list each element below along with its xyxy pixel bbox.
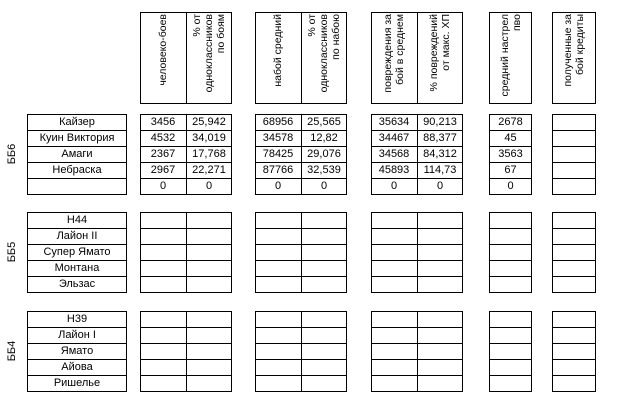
column-header-text: % от одноклассников по боям: [191, 14, 227, 93]
table-cell[interactable]: [417, 260, 463, 276]
table-cell[interactable]: [371, 228, 417, 244]
table-cell[interactable]: [186, 327, 232, 343]
table-cell[interactable]: [301, 359, 347, 375]
group-label-text: ББ5: [6, 241, 18, 263]
table-cell[interactable]: [255, 212, 301, 228]
table-cell[interactable]: [186, 260, 232, 276]
column-header-text: человеко-боев: [157, 14, 169, 86]
group-label: [4, 331, 20, 371]
table-cell[interactable]: [371, 359, 417, 375]
table-cell[interactable]: [552, 359, 596, 375]
table-cell[interactable]: [489, 260, 532, 276]
table-cell[interactable]: 0: [205, 180, 213, 192]
table-cell[interactable]: [371, 311, 417, 327]
table-cell[interactable]: 0: [320, 180, 328, 192]
table-cell[interactable]: [552, 311, 596, 327]
table-cell[interactable]: 34578: [262, 132, 294, 144]
table-cell[interactable]: 0: [436, 180, 444, 192]
table-cell[interactable]: [489, 212, 532, 228]
table-cell[interactable]: 22,271: [192, 164, 226, 176]
column-header-text: набой средний: [272, 14, 284, 87]
table-cell[interactable]: 12,82: [310, 132, 338, 144]
table-cell[interactable]: 34,019: [192, 132, 226, 144]
table-cell[interactable]: 29,076: [307, 148, 341, 160]
table-cell[interactable]: [417, 343, 463, 359]
ship-name[interactable]: Н39: [66, 313, 88, 325]
table-cell[interactable]: [301, 343, 347, 359]
ship-name[interactable]: Супер Ямато: [43, 246, 111, 258]
ship-name[interactable]: Айова: [61, 361, 93, 373]
table-cell[interactable]: 25,565: [307, 116, 341, 128]
table-cell[interactable]: [489, 244, 532, 260]
table-cell[interactable]: [301, 311, 347, 327]
ship-name[interactable]: Лайон I: [58, 329, 96, 341]
table-cell[interactable]: [301, 375, 347, 391]
table-cell[interactable]: [186, 244, 232, 260]
table-cell[interactable]: 25,942: [192, 116, 226, 128]
table-cell[interactable]: [255, 260, 301, 276]
table-cell[interactable]: [186, 375, 232, 391]
table-cell[interactable]: 45: [504, 132, 517, 144]
table-cell[interactable]: [255, 327, 301, 343]
table-cell[interactable]: [186, 311, 232, 327]
table-cell[interactable]: 0: [159, 180, 167, 192]
table-cell[interactable]: [255, 343, 301, 359]
group-label-text: ББ4: [6, 340, 18, 362]
table-cell[interactable]: [552, 130, 596, 146]
table-cell[interactable]: [140, 212, 186, 228]
table-cell[interactable]: [417, 276, 463, 292]
table-cell[interactable]: [417, 327, 463, 343]
table-cell[interactable]: [371, 276, 417, 292]
column-header-text: повреждения за бой в среднем: [382, 14, 406, 93]
ship-name[interactable]: [27, 178, 127, 194]
table-cell[interactable]: 78425: [262, 148, 294, 160]
table-cell[interactable]: [140, 327, 186, 343]
table-cell[interactable]: 35634: [378, 116, 410, 128]
column-header: [301, 12, 347, 104]
table-cell[interactable]: [371, 327, 417, 343]
group-label: [4, 232, 20, 272]
table-cell[interactable]: [255, 276, 301, 292]
table-cell[interactable]: [140, 359, 186, 375]
table-cell[interactable]: 68956: [262, 116, 294, 128]
table-cell[interactable]: [140, 244, 186, 260]
ship-name[interactable]: Ямато: [60, 345, 94, 357]
table-cell[interactable]: [140, 311, 186, 327]
table-cell[interactable]: 3456: [150, 116, 176, 128]
table-cell[interactable]: [417, 359, 463, 375]
column-header-text: % повреждений от макс. ХП: [428, 14, 452, 92]
table-cell[interactable]: [417, 244, 463, 260]
table-cell[interactable]: [140, 276, 186, 292]
table-cell[interactable]: [140, 260, 186, 276]
ship-name[interactable]: Небраска: [52, 164, 102, 176]
column-header: [186, 12, 232, 104]
table-cell[interactable]: [552, 327, 596, 343]
table-cell[interactable]: [255, 311, 301, 327]
table-cell[interactable]: [552, 244, 596, 260]
table-cell[interactable]: [140, 375, 186, 391]
table-cell[interactable]: 90,213: [423, 116, 457, 128]
table-cell[interactable]: 34568: [378, 148, 410, 160]
table-cell[interactable]: [301, 327, 347, 343]
table-cell[interactable]: [489, 311, 532, 327]
table-cell[interactable]: [417, 311, 463, 327]
table-cell[interactable]: [371, 244, 417, 260]
table-cell[interactable]: [140, 228, 186, 244]
table-cell[interactable]: 17,768: [192, 148, 226, 160]
table-cell[interactable]: 2367: [150, 148, 176, 160]
table-cell[interactable]: [371, 260, 417, 276]
table-cell[interactable]: [552, 212, 596, 228]
table-cell[interactable]: [140, 343, 186, 359]
table-cell[interactable]: [552, 114, 596, 130]
ship-name[interactable]: Эльзас: [58, 278, 96, 290]
table-cell[interactable]: [255, 228, 301, 244]
table-cell[interactable]: [552, 260, 596, 276]
table-cell[interactable]: 87766: [262, 164, 294, 176]
ship-name[interactable]: Лайон II: [56, 230, 98, 242]
ship-name[interactable]: Монтана: [54, 262, 100, 274]
table-cell[interactable]: [552, 375, 596, 391]
ship-name[interactable]: Амаги: [61, 148, 93, 160]
table-cell[interactable]: [489, 343, 532, 359]
column-header: [371, 12, 417, 104]
table-cell[interactable]: [186, 343, 232, 359]
table-cell[interactable]: [301, 276, 347, 292]
table-cell[interactable]: [301, 260, 347, 276]
column-header: [255, 12, 301, 104]
table-cell[interactable]: 84,312: [423, 148, 457, 160]
table-cell[interactable]: [552, 162, 596, 178]
table-cell[interactable]: [417, 375, 463, 391]
table-cell[interactable]: 34467: [378, 132, 410, 144]
table-cell[interactable]: 114,73: [423, 164, 457, 176]
column-header: [489, 12, 532, 104]
table-cell[interactable]: [417, 212, 463, 228]
table-cell[interactable]: 32,539: [307, 164, 341, 176]
table-cell[interactable]: [371, 212, 417, 228]
table-cell[interactable]: [552, 343, 596, 359]
table-cell[interactable]: [186, 276, 232, 292]
column-header: [140, 12, 186, 104]
table-cell[interactable]: [417, 228, 463, 244]
table-cell[interactable]: [371, 375, 417, 391]
table-cell[interactable]: 4532: [150, 132, 176, 144]
table-cell[interactable]: [489, 327, 532, 343]
column-header-text: полученные за бой кредиты: [562, 14, 586, 87]
ship-name[interactable]: Ришелье: [53, 377, 101, 389]
table-cell[interactable]: [255, 359, 301, 375]
table-cell[interactable]: 0: [390, 180, 398, 192]
table-cell[interactable]: 0: [274, 180, 282, 192]
table-cell[interactable]: 88,377: [423, 132, 457, 144]
column-header: [417, 12, 463, 104]
column-header-text: средний настрел пво: [498, 14, 523, 97]
column-header: [552, 12, 596, 104]
group-label: [4, 134, 20, 174]
table-cell[interactable]: [371, 343, 417, 359]
ship-name[interactable]: Куин Виктория: [39, 132, 115, 144]
table-cell[interactable]: [552, 178, 596, 194]
table-cell[interactable]: 0: [507, 180, 514, 192]
table-cell[interactable]: [301, 228, 347, 244]
table-cell[interactable]: [186, 359, 232, 375]
table-cell[interactable]: 3563: [498, 148, 523, 160]
table-cell[interactable]: 2967: [150, 164, 176, 176]
ship-name[interactable]: Н44: [66, 214, 88, 226]
table-cell[interactable]: [489, 359, 532, 375]
table-cell[interactable]: [186, 228, 232, 244]
table-cell[interactable]: [186, 212, 232, 228]
table-cell[interactable]: 2678: [498, 116, 523, 128]
table-cell[interactable]: [552, 228, 596, 244]
table-cell[interactable]: 45893: [378, 164, 410, 176]
table-cell[interactable]: [552, 276, 596, 292]
table-cell[interactable]: [552, 146, 596, 162]
table-cell[interactable]: [255, 375, 301, 391]
table-cell[interactable]: [489, 228, 532, 244]
table-cell[interactable]: [489, 276, 532, 292]
table-cell[interactable]: [301, 244, 347, 260]
column-header-text: % от одноклассников по набою: [306, 14, 342, 93]
table-cell[interactable]: [255, 244, 301, 260]
table-cell[interactable]: [301, 212, 347, 228]
table-cell[interactable]: [489, 375, 532, 391]
group-label-text: ББ6: [6, 143, 18, 165]
ship-name[interactable]: Кайзер: [59, 116, 95, 128]
table-cell[interactable]: 67: [504, 164, 517, 176]
